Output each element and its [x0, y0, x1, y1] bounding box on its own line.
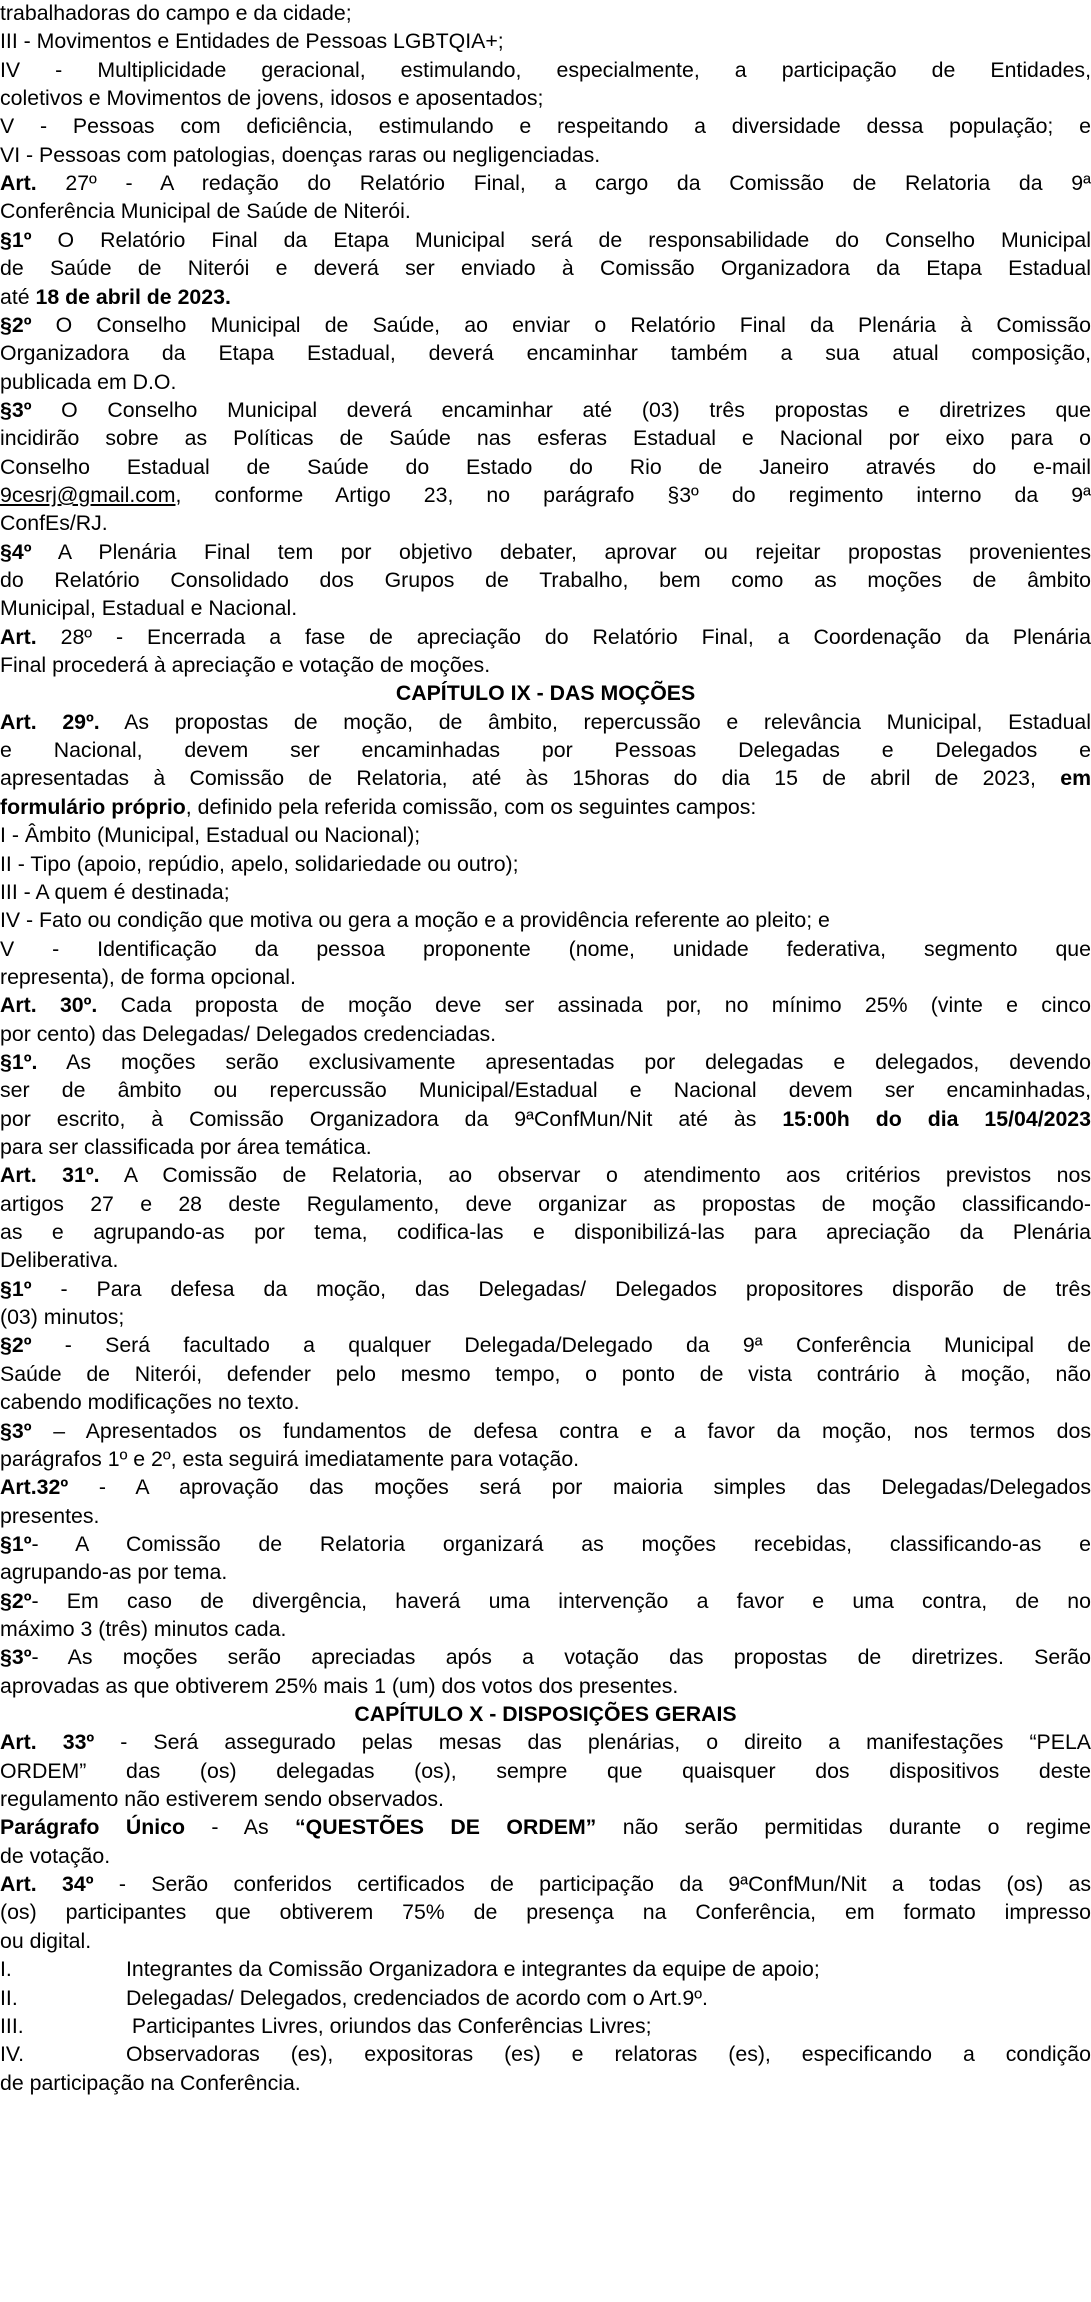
- text-run: do Relatório Consolidado dos Grupos de Trabalho, bem como as moções de âmbito: [0, 568, 1091, 592]
- list-marker: I.: [0, 1957, 12, 1982]
- email-link[interactable]: 9cesrj@gmail.com: [0, 482, 176, 507]
- text-line: [0, 1814, 1091, 1841]
- text-line: [0, 1247, 118, 1274]
- bold-emphasis: em: [1060, 766, 1091, 791]
- bold-label: Art. 31º.: [0, 1163, 100, 1188]
- text-line: [0, 851, 519, 878]
- text-run: e Nacional, devem ser encaminhadas por Pessoas Delegadas e Delegados e: [0, 738, 1091, 763]
- text-run: Observadoras (es), expositoras (es) e relatoras (es), especificando a condição: [126, 2042, 1091, 2067]
- text-run: - Será facultado a qualquer Delegada/Delegado da 9ª Conferência Municipal de: [31, 1333, 1091, 1358]
- text-line: [0, 737, 1091, 764]
- text-run: - Será assegurado pelas mesas das plenárias, o direito a manifestações “PELA: [94, 1730, 1091, 1755]
- text-line: [0, 454, 1091, 481]
- text-run: As moções serão exclusivamente apresentadas por delegadas e delegados, devendo: [37, 1049, 1091, 1074]
- text-line: [0, 397, 1091, 424]
- text-line: [0, 794, 756, 821]
- text-line: [0, 595, 297, 622]
- bold-emphasis: 15:00h do dia 15/04/2023: [782, 1106, 1091, 1131]
- text-line: [0, 113, 1091, 140]
- text-line: [0, 255, 1091, 282]
- text-line: [0, 567, 1091, 594]
- text-run: Cada proposta de moção deve ser assinada por, no mínimo 25% (vinte e cinco: [97, 993, 1091, 1018]
- text-line: [0, 85, 543, 112]
- bold-label: Parágrafo Único: [0, 1815, 185, 1840]
- text-run: Delegadas/ Delegados, credenciados de acordo com o Art.9º.: [126, 1985, 708, 2010]
- text-run: Organizadora da Etapa Estadual, deverá encaminhar também a sua atual composição,: [0, 341, 1091, 366]
- text-line: [0, 822, 420, 849]
- text-run: A Comissão de Relatoria, ao observar o atendimento aos critérios previstos nos: [99, 1163, 1091, 1188]
- text-run: Deliberativa.: [0, 1248, 119, 1273]
- text-line: [0, 1928, 91, 1955]
- text-run: artigos 27 e 28 deste Regulamento, deve organizar as propostas de moção classificando-: [0, 1191, 1091, 1216]
- text-line: [0, 1332, 1091, 1359]
- text-run: O Relatório Final da Etapa Municipal será de responsabilidade do Conselho Municipal: [31, 227, 1091, 252]
- bold-emphasis: 18 de abril de 2023.: [35, 284, 231, 309]
- text-line: [0, 1843, 110, 1870]
- text-run: III - A quem é destinada;: [0, 879, 230, 904]
- text-line: [0, 369, 176, 396]
- text-line: [0, 1616, 286, 1643]
- text-run: ser de âmbito ou repercussão Municipal/Estadual e Nacional devem ser encaminhadas,: [0, 1078, 1091, 1103]
- text-run: incidirão sobre as Políticas de Saúde nas esferas Estadual e Nacional por eixo para o: [0, 426, 1091, 451]
- text-line: [0, 1361, 1091, 1388]
- text-run: de participação na Conferência.: [0, 2070, 301, 2095]
- text-run: - A Comissão de Relatoria organizará as moções recebidas, classificando-as e: [31, 1531, 1091, 1556]
- text-line: [0, 340, 1091, 367]
- text-run: - As moções serão apreciadas após a votação das propostas de diretrizes. Serão: [31, 1645, 1091, 1670]
- text-run: IV - Multiplicidade geracional, estimulando, especialmente, a participação de Entidades,: [0, 57, 1091, 82]
- text-line: [0, 1049, 1091, 1076]
- text-line: [0, 1871, 1091, 1898]
- text-line: [0, 1729, 1091, 1756]
- text-line: [0, 992, 1091, 1019]
- bold-label: §1º: [0, 1276, 32, 1301]
- text-run: presentes.: [0, 1503, 100, 1528]
- chapter-heading-text: CAPÍTULO IX - DAS MOÇÕES: [395, 681, 696, 706]
- text-run: trabalhadoras do campo e da cidade;: [0, 1, 352, 25]
- text-line: [0, 227, 1091, 254]
- bold-label: §2º: [0, 1333, 32, 1358]
- bold-label: §3º: [0, 1418, 32, 1443]
- text-line: [0, 1985, 708, 2012]
- text-run: até: [0, 284, 36, 309]
- text-line: [0, 1588, 1091, 1615]
- bold-label: §1º: [0, 227, 32, 252]
- text-line: [0, 709, 1091, 736]
- text-line: [0, 170, 1091, 197]
- text-line: [0, 1531, 1091, 1558]
- text-run: de votação.: [0, 1843, 111, 1868]
- text-run: por cento) das Delegadas/ Delegados credenciadas.: [0, 1021, 497, 1046]
- text-line: [0, 1219, 1091, 1246]
- text-run: cabendo modificações no texto.: [0, 1390, 300, 1415]
- bold-label: Art. 30º.: [0, 993, 98, 1018]
- bold-label: formulário próprio: [0, 794, 186, 819]
- text-run: IV - Fato ou condição que motiva ou gera a moção e a providência referente ao pleito; e: [0, 908, 830, 933]
- text-run: II - Tipo (apoio, repúdio, apelo, solidariedade ou outro);: [0, 851, 519, 876]
- list-marker: II.: [0, 1985, 18, 2010]
- text-line: [0, 964, 296, 991]
- text-run: VI - Pessoas com patologias, doenças raras ou negligenciadas.: [0, 142, 601, 167]
- text-run: Participantes Livres, oriundos das Conferências Livres;: [126, 2013, 652, 2038]
- bold-emphasis: “QUESTÕES DE ORDEM”: [295, 1815, 597, 1840]
- text-run: ou digital.: [0, 1928, 92, 1953]
- text-line: [0, 539, 1091, 566]
- text-run: Municipal, Estadual e Nacional.: [0, 596, 298, 621]
- text-run: as e agrupando-as por tema, codifica-las e disponibilizá-las para apreciação da Plenária: [0, 1220, 1091, 1245]
- text-line: [0, 284, 231, 311]
- text-line: [0, 1474, 1091, 1501]
- text-run: III - Movimentos e Entidades de Pessoas LGBTQIA+;: [0, 29, 504, 54]
- text-run: V - Identificação da pessoa proponente (nome, unidade federativa, segmento que: [0, 936, 1091, 961]
- text-run: O Conselho Municipal de Saúde, ao enviar o Relatório Final da Plenária à Comissão: [31, 312, 1091, 337]
- text-run: - Serão conferidos certificados de participação da 9ªConfMun/Nit a todas (os) as: [93, 1872, 1091, 1897]
- text-line: [0, 312, 1091, 339]
- text-run: máximo 3 (três) minutos cada.: [0, 1616, 287, 1641]
- chapter-heading-text: CAPÍTULO X - DISPOSIÇÕES GERAIS: [354, 1702, 737, 1726]
- text-run: ORDEM” das (os) delegadas (os), sempre que quaisquer dos dispositivos deste: [0, 1758, 1091, 1783]
- text-run: ConfEs/RJ.: [0, 511, 108, 536]
- bold-label: §3º: [0, 1645, 32, 1670]
- text-run: parágrafos 1º e 2º, esta seguirá imediatamente para votação.: [0, 1446, 580, 1471]
- text-line: [0, 1786, 444, 1813]
- text-line: [0, 1956, 820, 1983]
- text-run: - Em caso de divergência, haverá uma intervenção a favor e uma contra, de no: [31, 1588, 1091, 1613]
- text-line: [0, 765, 1091, 792]
- text-line: [0, 2070, 301, 2097]
- text-run: Final procederá à apreciação e votação de moções.: [0, 653, 491, 678]
- text-line: [0, 1418, 1091, 1445]
- text-run: , definido pela referida comissão, com os seguintes campos:: [185, 794, 757, 819]
- text-run: V - Pessoas com deficiência, estimulando e respeitando a diversidade dessa população; e: [0, 114, 1091, 139]
- text-run: coletivos e Movimentos de jovens, idosos e aposentados;: [0, 86, 544, 111]
- text-run: 28º - Encerrada a fase de apreciação do Relatório Final, a Coordenação da Plenária: [36, 624, 1091, 649]
- text-run: de Saúde de Niterói e deverá ser enviado à Comissão Organizadora da Etapa Estadual: [0, 256, 1091, 281]
- bold-label: Art.: [0, 624, 37, 649]
- text-run: - Para defesa da moção, das Delegadas/ Delegados propositores disporão de três: [31, 1276, 1091, 1301]
- bold-label: Art. 34º: [0, 1872, 94, 1897]
- text-line: [0, 1077, 1091, 1104]
- text-run: O Conselho Municipal deverá encaminhar até (03) três propostas e diretrizes que: [31, 397, 1091, 422]
- text-line: [0, 510, 108, 537]
- text-run: não serão permitidas durante o regime: [596, 1815, 1091, 1840]
- text-line: [0, 1758, 1091, 1785]
- text-line: [0, 1673, 678, 1700]
- text-line: [0, 1304, 124, 1331]
- text-run: As propostas de moção, de âmbito, repercussão e relevância Municipal, Estadual: [99, 709, 1091, 734]
- text-line: [0, 198, 411, 225]
- text-line: [0, 1134, 372, 1161]
- text-run: representa), de forma opcional.: [0, 964, 296, 989]
- text-line: [0, 1106, 1091, 1133]
- bold-label: §3º: [0, 397, 32, 422]
- text-line: [0, 1446, 579, 1473]
- bold-label: §4º: [0, 539, 32, 564]
- text-run: , conforme Artigo 23, no parágrafo §3º do regimento interno da 9ª: [175, 482, 1091, 507]
- text-line: [0, 1559, 227, 1586]
- text-run: Integrantes da Comissão Organizadora e integrantes da equipe de apoio;: [126, 1957, 820, 1982]
- text-line: [0, 28, 504, 55]
- text-run: agrupando-as por tema.: [0, 1560, 228, 1585]
- text-run: - As: [185, 1815, 296, 1840]
- text-run: Saúde de Niterói, defender pelo mesmo tempo, o ponto de vista contrário à moção, não: [0, 1361, 1091, 1386]
- text-line: [0, 1899, 1091, 1926]
- text-line: [0, 2041, 1091, 2068]
- text-line: [0, 1162, 1091, 1189]
- text-line: [0, 1503, 99, 1530]
- text-run: (03) minutos;: [0, 1305, 125, 1330]
- text-line: [0, 936, 1091, 963]
- text-run: 27º - A redação do Relatório Final, a cargo da Comissão de Relatoria da 9ª: [36, 171, 1091, 196]
- bold-label: §1º: [0, 1531, 32, 1556]
- text-run: apresentadas à Comissão de Relatoria, até às 15horas do dia 15 de abril de 2023,: [0, 766, 1061, 791]
- bold-label: §2º: [0, 1588, 32, 1613]
- text-line: [0, 1191, 1091, 1218]
- chapter-heading: [0, 680, 1091, 707]
- text-run: por escrito, à Comissão Organizadora da 9ªConfMun/Nit até às: [0, 1106, 783, 1131]
- bold-label: §1º.: [0, 1049, 38, 1074]
- text-line: [0, 1389, 300, 1416]
- bold-label: Art. 33º: [0, 1730, 95, 1755]
- chapter-heading: [0, 1701, 1091, 1728]
- text-run: Conferência Municipal de Saúde de Niterói.: [0, 199, 411, 224]
- text-run: (os) participantes que obtiverem 75% de presença na Conferência, em formato impresso: [0, 1900, 1091, 1925]
- bold-label: Art.: [0, 171, 37, 196]
- text-run: - A aprovação das moções será por maioria simples das Delegadas/Delegados: [68, 1475, 1091, 1500]
- text-run: – Apresentados os fundamentos de defesa contra e a favor da moção, nos termos dos: [31, 1418, 1091, 1443]
- text-run: regulamento não estiverem sendo observados.: [0, 1787, 444, 1812]
- bold-label: Art.32º: [0, 1475, 69, 1500]
- text-run: aprovadas as que obtiverem 25% mais 1 (um) dos votos dos presentes.: [0, 1673, 679, 1698]
- text-line: [0, 57, 1091, 84]
- text-line: [0, 1021, 496, 1048]
- text-line: [0, 1276, 1091, 1303]
- text-line: [0, 482, 1091, 509]
- text-line: [0, 624, 1091, 651]
- text-line: [0, 907, 830, 934]
- text-run: para ser classificada por área temática.: [0, 1135, 372, 1159]
- text-line: [0, 652, 490, 679]
- text-line: [0, 142, 600, 169]
- text-run: A Plenária Final tem por objetivo debater, aprovar ou rejeitar propostas provenientes: [31, 539, 1091, 564]
- bold-label: Art. 29º.: [0, 709, 100, 734]
- bold-label: §2º: [0, 312, 32, 337]
- text-run: Conselho Estadual de Saúde do Estado do Rio de Janeiro através do e-mail: [0, 454, 1091, 479]
- text-line: [0, 0, 352, 27]
- text-line: [0, 425, 1091, 452]
- text-line: [0, 879, 230, 906]
- text-run: publicada em D.O.: [0, 369, 177, 394]
- list-marker: IV.: [0, 2042, 25, 2067]
- text-run: I - Âmbito (Municipal, Estadual ou Nacional);: [0, 823, 421, 848]
- text-line: [0, 1644, 1091, 1671]
- list-marker: III.: [0, 2013, 24, 2038]
- text-line: [0, 2013, 652, 2040]
